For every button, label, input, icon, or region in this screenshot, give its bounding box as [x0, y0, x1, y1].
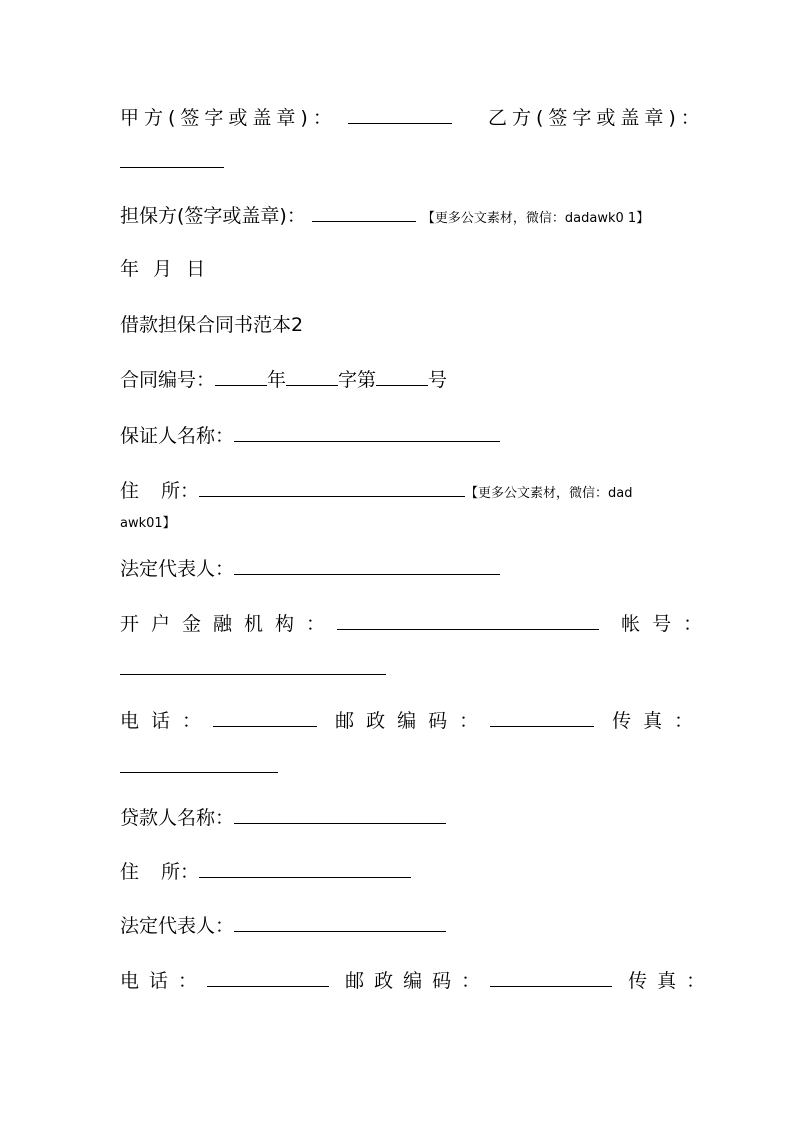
bank-label: 开户金融机构： — [120, 613, 338, 635]
lender-postcode-label: 邮政编码： — [345, 970, 491, 992]
bank-blank[interactable] — [337, 612, 599, 630]
legal-rep-line — [120, 557, 500, 581]
legal-rep-blank[interactable] — [234, 557, 500, 575]
guarantor-name-blank[interactable] — [234, 424, 500, 442]
contract-seq-blank[interactable] — [376, 368, 428, 386]
party-b-label: 乙方(签字或盖章)： — [487, 107, 705, 129]
lender-legal-rep-label: 法定代表人： — [120, 915, 235, 937]
fax-blank[interactable] — [120, 755, 278, 773]
lender-name-line — [120, 806, 446, 830]
lender-name-blank[interactable] — [234, 806, 446, 824]
lender-legal-rep-blank[interactable] — [234, 914, 446, 932]
lender-fax-label: 传真： — [628, 970, 716, 992]
footnote-wechat-2a: 【更多公文素材，微信：dad — [465, 486, 633, 501]
contract-number-label: 合同编号： — [120, 369, 216, 391]
contact-line — [120, 709, 705, 733]
postcode-label: 邮政编码： — [335, 710, 491, 732]
lender-address-label: 住 所： — [120, 861, 200, 883]
account-blank-line — [120, 657, 386, 681]
contract-number-line — [120, 368, 447, 392]
lender-address-blank[interactable] — [199, 860, 411, 878]
contract-word-blank[interactable] — [286, 368, 338, 386]
account-label: 帐号： — [621, 613, 715, 635]
footnote-wechat-2b: awk01】 — [120, 516, 176, 531]
address-label: 住 所： — [120, 480, 200, 502]
date-line: 年 月 日 — [120, 258, 206, 280]
footnote-wechat: 【更多公文素材，微信：dadawk0 1】 — [421, 211, 650, 226]
lender-phone-blank[interactable] — [207, 969, 329, 987]
party-a-label: 甲方(签字或盖章)： — [120, 107, 337, 129]
number-label: 号 — [428, 369, 448, 391]
lender-postcode-blank[interactable] — [490, 969, 612, 987]
lender-legal-rep-line — [120, 914, 446, 938]
account-blank[interactable] — [120, 657, 386, 675]
lender-contact-line — [120, 969, 715, 993]
party-ab-signature-line — [120, 106, 705, 130]
fax-blank-line — [120, 755, 278, 779]
postcode-blank[interactable] — [490, 709, 594, 727]
word-label: 字第 — [338, 369, 377, 391]
party-b-blank-line — [120, 150, 224, 174]
guarantor-sign-blank[interactable] — [312, 204, 416, 222]
document-title: 借款担保合同书范本2 — [120, 314, 304, 336]
contract-year-blank[interactable] — [215, 368, 267, 386]
year-label: 年 — [267, 369, 287, 391]
guarantor-signature-line — [120, 204, 649, 231]
guarantor-name-label: 保证人名称： — [120, 425, 235, 447]
lender-name-label: 贷款人名称： — [120, 807, 235, 829]
party-a-blank[interactable] — [348, 106, 452, 124]
guarantor-name-line — [120, 424, 500, 448]
address-blank[interactable] — [199, 479, 465, 497]
phone-label: 电话： — [120, 710, 214, 732]
lender-address-line — [120, 860, 411, 884]
lender-phone-label: 电话： — [120, 970, 208, 992]
bank-account-line — [120, 612, 714, 636]
party-b-blank[interactable] — [120, 150, 224, 168]
guarantor-sign-label: 担保方(签字或盖章)： — [120, 205, 306, 227]
legal-rep-label: 法定代表人： — [120, 558, 235, 580]
fax-label: 传真： — [612, 710, 706, 732]
phone-blank[interactable] — [213, 709, 317, 727]
address-line — [120, 479, 633, 506]
